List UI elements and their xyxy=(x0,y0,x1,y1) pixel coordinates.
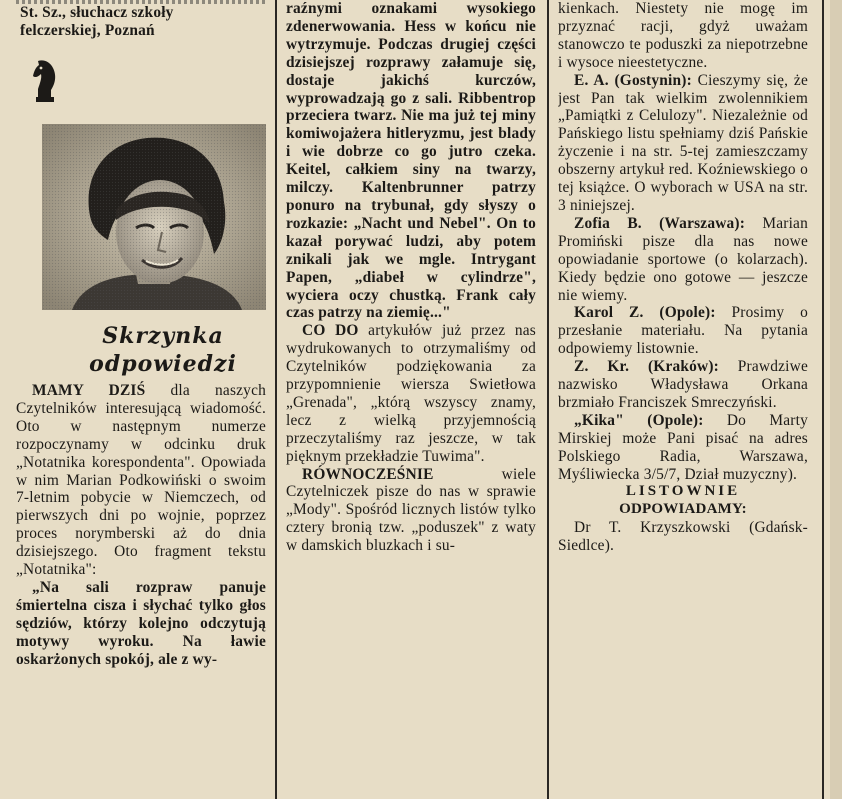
quote-paragraph: „Na sali rozpraw panuje śmiertelna cisza i słychać tylko głos sędziów, którzy kolejno odczytują motywy wyroku. Na ławie oskarżonych spokój, ale z wy- xyxy=(16,578,266,668)
heading-line: odpowiedzi xyxy=(89,351,237,377)
column-body xyxy=(558,0,808,555)
answer-text: Prawdziwe nazwisko Władysława Orkana brzmiało Franciszek Smreczyński. xyxy=(558,358,808,411)
answer-entry xyxy=(558,358,808,412)
answer-entry xyxy=(558,412,808,484)
column-body xyxy=(286,0,536,555)
portrait-photo xyxy=(42,124,266,310)
column-body xyxy=(16,382,266,669)
paragraph-text: wiele Czytelniczek pisze do nas w sprawie „Mody". Spośród licznych listów tylko cztery bronią tzw. „poduszek" z waty w damskich bluzkach i su- xyxy=(286,465,536,555)
answer-text: Marian Promiński pisze dla nas nowe opowiadanie sportowe (o kolarzach). Kiedy będzie ono gotowe — jeszcze nie wiemy. xyxy=(558,214,808,304)
heading-line: Skrzynka xyxy=(102,323,224,349)
paragraph xyxy=(16,382,266,579)
lead-word: MAMY DZIŚ xyxy=(32,382,146,399)
answer-signature xyxy=(20,4,266,40)
answer-text: Cieszymy się, że jest Pan tak wielkim zwolennikiem „Pamiątki z Celulozy". Niezależnie od Pańskiego listu spełniamy dziś Pańskie życzenie i na str. 5-tej zamieszczamy obszerny artykuł red. Koźniewskiego o tej książce. O wyborach w USA na str. 3 niniejszej. xyxy=(558,71,808,214)
column-rule xyxy=(275,0,277,799)
quote-paragraph: raźnymi oznakami wysokiego zdenerwowania. Hess w końcu nie wytrzymuje. Podczas drugiej części dzisiejszej rozprawy załamuje się, dostaje jakichś kurczów, wyprowadzają go z sali. Ribbentrop przeciera twarz. Nie ma już tej miny komiwojażera hitleryzmu, jest blady i wie dobrze co go jutro czeka. Keitel, całkiem siny na twarzy, milczy. Kaltenbrunner patrzy ponuro na trybunał, gdy słyszy o rozkazie: „Nacht und Nebel". On to kazał porywać ludzi, aby potem znikali jak we mgle. Intrygant Papen, „diabeł w cylindrze", wyciera oczy chustką. Frank cały czas patrzy na ziemię..." xyxy=(286,0,536,322)
column-left xyxy=(16,0,266,799)
paragraph: kienkach. Niestety nie mogę im przyznać racji, gdyż uważam stanowczo te poduszki za niepotrzebne i wysoce nieestetyczne. xyxy=(558,0,808,71)
signature-line: felczerskiej, Poznań xyxy=(20,21,155,39)
answer-entry xyxy=(558,215,808,305)
column-rule xyxy=(822,0,824,799)
addressee: E. A. (Gostynin): xyxy=(574,71,692,89)
addressee: Karol Z. (Opole): xyxy=(574,304,716,322)
answer-entry xyxy=(558,72,808,215)
answer-text: Do Marty Mirskiej może Pani pisać na adres Polskiego Radia, Warszawa, Myśliwiecka 3/5/7, Dział muzyczny). xyxy=(558,411,808,483)
lead-word: RÓWNOCZEŚNIE xyxy=(302,465,434,483)
paragraph: Dr T. Krzyszkowski (Gdańsk-Siedlce). xyxy=(558,519,808,555)
paragraph xyxy=(286,466,536,556)
subheading: ODPOWIADAMY: xyxy=(619,501,747,518)
column-rule xyxy=(547,0,549,799)
column-middle xyxy=(286,0,536,799)
answer-entry xyxy=(558,304,808,358)
paragraph xyxy=(286,322,536,465)
chess-knight-icon xyxy=(30,56,60,106)
section-heading xyxy=(50,322,266,378)
addressee: Zofia B. (Warszawa): xyxy=(574,214,746,232)
signature-line: St. Sz., słuchacz szkoły xyxy=(20,4,174,21)
column-right xyxy=(558,0,808,799)
lead-word: CO DO xyxy=(302,322,359,340)
addressee: Z. Kr. (Kraków): xyxy=(574,358,719,376)
subheading: LISTOWNIE xyxy=(625,483,741,500)
paragraph-text: artykułów już przez nas wydrukowanych to otrzymaliśmy od Czytelników podziękowania za przypomnienie wiersza Swietłowa „Grenada", „którą wszyscy znamy, lecz z wielką przyjemnością przeczytaliśmy raz jeszcze, w tak pięknym przekładzie Tuwima". xyxy=(286,322,536,465)
addressee: „Kika" (Opole): xyxy=(574,411,704,429)
answer-text: Prosimy o przesłanie materiału. Na pytania odpowiemy listownie. xyxy=(558,304,808,358)
page-edge xyxy=(830,0,842,799)
paragraph-text: dla naszych Czytelników interesującą wiadomość. Oto w następnym numerze rozpoczynamy w odcinku druk „Notatnika korespondenta". Opowiada w nim Marian Podkowiński o swoim 7-letnim pobycie w Niemczech, od pierwszych dni po wojnie, poprzez proces norymberski aż do dnia dzisiejszego. Oto fragment tekstu „Notatnika": xyxy=(16,382,266,579)
